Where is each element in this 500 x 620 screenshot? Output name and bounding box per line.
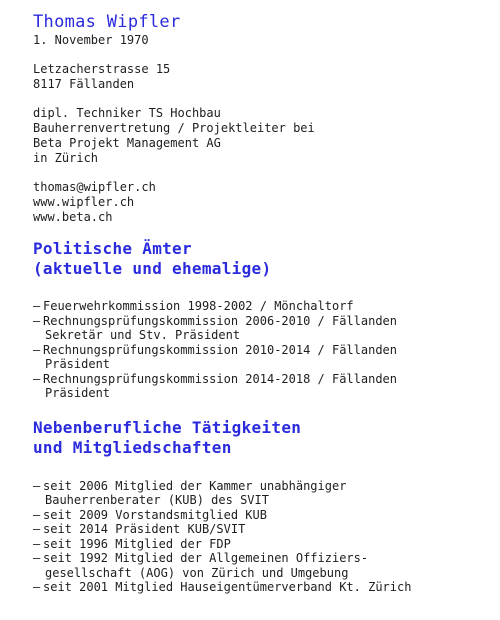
list-item-subtext: Bauherrenberater (KUB) des SVIT	[45, 493, 269, 507]
list-item	[33, 343, 493, 372]
list-item-text: seit 2014 Präsident KUB/SVIT	[43, 522, 246, 536]
website-link-company[interactable]: www.beta.ch	[33, 210, 113, 224]
list-item	[33, 372, 493, 401]
profession-company: Beta Projekt Management AG	[33, 136, 221, 150]
political-heading	[33, 239, 493, 279]
list-item	[33, 522, 493, 537]
list-item-subtext: Präsident	[45, 386, 111, 400]
spacer	[33, 458, 493, 479]
spacer	[33, 92, 493, 106]
birthdate: 1. November 1970	[33, 33, 149, 47]
cv-page	[33, 12, 493, 595]
person-name: Thomas Wipfler	[33, 12, 181, 32]
list-item	[33, 580, 493, 595]
side-activities-heading-line2: und Mitgliedschaften	[33, 437, 232, 457]
list-item	[33, 314, 493, 343]
profession-title: dipl. Techniker TS Hochbau	[33, 106, 221, 120]
spacer	[33, 401, 493, 418]
dash-marker: –	[33, 551, 41, 565]
dash-marker: –	[33, 507, 41, 522]
spacer	[33, 48, 493, 62]
list-item-text: Rechnungsprüfungskommission 2006-2010 / Fällanden	[43, 313, 398, 328]
address-city: 8117 Fällanden	[33, 77, 135, 91]
list-item	[33, 479, 493, 508]
dash-marker: –	[33, 580, 41, 594]
dash-marker: –	[33, 313, 41, 328]
side-activities-heading-line1: Nebenberufliche Tätigkeiten	[33, 417, 302, 437]
political-heading-line1: Politische Ämter	[33, 239, 192, 258]
dash-marker: –	[33, 299, 41, 313]
dash-marker: –	[33, 371, 41, 386]
side-activities-list	[33, 479, 493, 595]
list-item-text: Rechnungsprüfungskommission 2010-2014 / Fällanden	[43, 342, 398, 357]
email-link[interactable]: thomas@wipfler.ch	[33, 180, 156, 194]
address-street: Letzacherstrasse 15	[33, 62, 171, 76]
spacer	[33, 166, 493, 180]
dash-marker: –	[33, 536, 41, 551]
list-item-text: seit 1992 Mitglied der Allgemeinen Offiziers-	[43, 551, 369, 565]
list-item-text: seit 2009 Vorstandsmitglied KUB	[43, 507, 267, 522]
list-item	[33, 551, 493, 580]
list-item-text: seit 2006 Mitglied der Kammer unabhängiger	[43, 478, 347, 493]
list-item	[33, 508, 493, 523]
list-item-text: Feuerwehrkommission 1998-2002 / Mönchaltorf	[43, 299, 354, 313]
website-link-personal[interactable]: www.wipfler.ch	[33, 195, 135, 209]
list-item-text: seit 1996 Mitglied der FDP	[43, 536, 231, 551]
dash-marker: –	[33, 478, 41, 493]
list-item-text: Rechnungsprüfungskommission 2014-2018 / Fällanden	[43, 371, 398, 386]
list-item-subtext: Sekretär und Stv. Präsident	[45, 328, 241, 342]
spacer	[33, 279, 493, 299]
list-item-subtext: Präsident	[45, 357, 111, 371]
profession-role: Bauherrenvertretung / Projektleiter bei	[33, 121, 315, 135]
list-item-text: seit 2001 Mitglied Hauseigentümerverband Kt. Zürich	[43, 580, 412, 594]
political-list	[33, 299, 493, 401]
political-heading-line2: (aktuelle und ehemalige)	[33, 259, 272, 278]
spacer	[33, 225, 493, 239]
side-activities-heading	[33, 418, 493, 458]
dash-marker: –	[33, 342, 41, 357]
list-item	[33, 299, 493, 314]
list-item-subtext: gesellschaft (AOG) von Zürich und Umgebung	[45, 565, 349, 580]
dash-marker: –	[33, 522, 41, 536]
profession-location: in Zürich	[33, 151, 99, 165]
list-item	[33, 537, 493, 552]
